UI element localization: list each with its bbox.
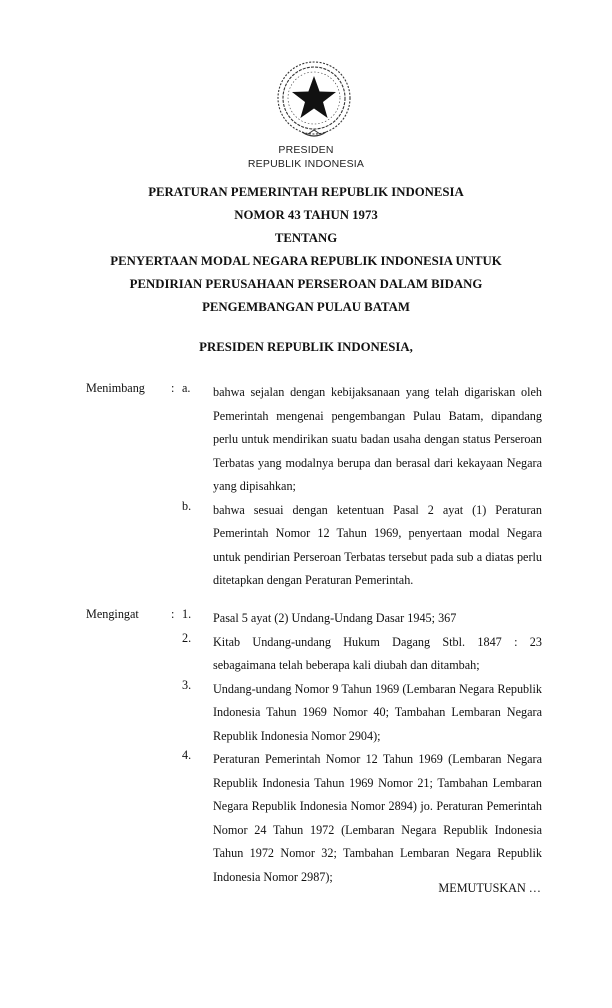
menimbang-section [86, 381, 542, 593]
list-item [86, 631, 542, 678]
enacting-authority: PRESIDEN REPUBLIK INDONESIA, [199, 340, 413, 354]
item-text: Pasal 5 ayat (2) Undang-Undang Dasar 1945; 367 [213, 611, 457, 625]
item-number: b. [182, 498, 192, 513]
item-number: 2. [182, 630, 192, 645]
list-item [86, 748, 542, 889]
letterhead-presiden: PRESIDEN [278, 144, 334, 156]
item-number: 3. [182, 677, 192, 692]
mengingat-section [86, 607, 542, 889]
title-line: PERATURAN PEMERINTAH REPUBLIK INDONESIA [148, 185, 464, 199]
title-line: PENGEMBANGAN PULAU BATAM [202, 300, 410, 314]
item-number: 4. [182, 748, 192, 762]
item-number: a. [182, 381, 191, 395]
list-item [86, 499, 542, 593]
item-text: Peraturan Pemerintah Nomor 12 Tahun 1969 (Lembaran Negara Republik Indonesia Tahun 1969 Nomor 21; Tambahan Lembaran Negara Republik Indonesia Nomor 2894) jo. Peraturan Pemerintah Nomor 24 Tahun 1972 (Lembaran Negara Republik Indonesia Tahun 1972 Nomor 32; Tambahan Lembaran Negara Republik Indonesia Nomor 2987); [213, 752, 542, 884]
item-text: bahwa sejalan dengan kebijaksanaan yang telah digariskan oleh Pemerintah mengenai pengembangan Pulau Batam, dipandang perlu untuk mendirikan suatu badan usaha dengan status Perseroan Terbatas yang modalnya berupa dan berasal dari kekayaan Negara yang dipisahkan; [213, 385, 542, 493]
letterhead-republik: REPUBLIK INDONESIA [247, 158, 365, 170]
continuation-marker: MEMUTUSKAN … [438, 881, 541, 895]
title-line: NOMOR 43 TAHUN 1973 [234, 208, 378, 222]
presidential-emblem-icon [272, 58, 356, 142]
document-title [0, 181, 612, 319]
section-colon: : [171, 381, 175, 395]
item-text: Kitab Undang-undang Hukum Dagang Stbl. 1847 : 23 sebagaimana telah beberapa kali diubah dan ditambah; [213, 634, 542, 672]
list-item [86, 381, 542, 499]
item-text: bahwa sesuai dengan ketentuan Pasal 2 ayat (1) Peraturan Pemerintah Nomor 12 Tahun 1969, penyertaan modal Negara untuk pendirian Perseroan Terbatas tersebut pada sub a diatas perlu ditetapkan dengan Peraturan Pemerintah. [213, 502, 542, 587]
title-line: TENTANG [274, 231, 338, 245]
section-label: Menimbang [86, 381, 145, 395]
section-colon: : [171, 607, 175, 621]
title-line: PENYERTAAN MODAL NEGARA REPUBLIK INDONESIA UNTUK [110, 254, 502, 268]
item-text: Undang-undang Nomor 9 Tahun 1969 (Lembaran Negara Republik Indonesia Tahun 1969 Nomor 40; Tambahan Lembaran Negara Republik Indonesia Nomor 2904); [213, 681, 542, 743]
title-line: PENDIRIAN PERUSAHAAN PERSEROAN DALAM BIDANG [129, 277, 483, 291]
list-item [86, 607, 542, 631]
item-number: 1. [182, 607, 192, 621]
list-item [86, 678, 542, 749]
section-label: Mengingat [86, 607, 139, 621]
